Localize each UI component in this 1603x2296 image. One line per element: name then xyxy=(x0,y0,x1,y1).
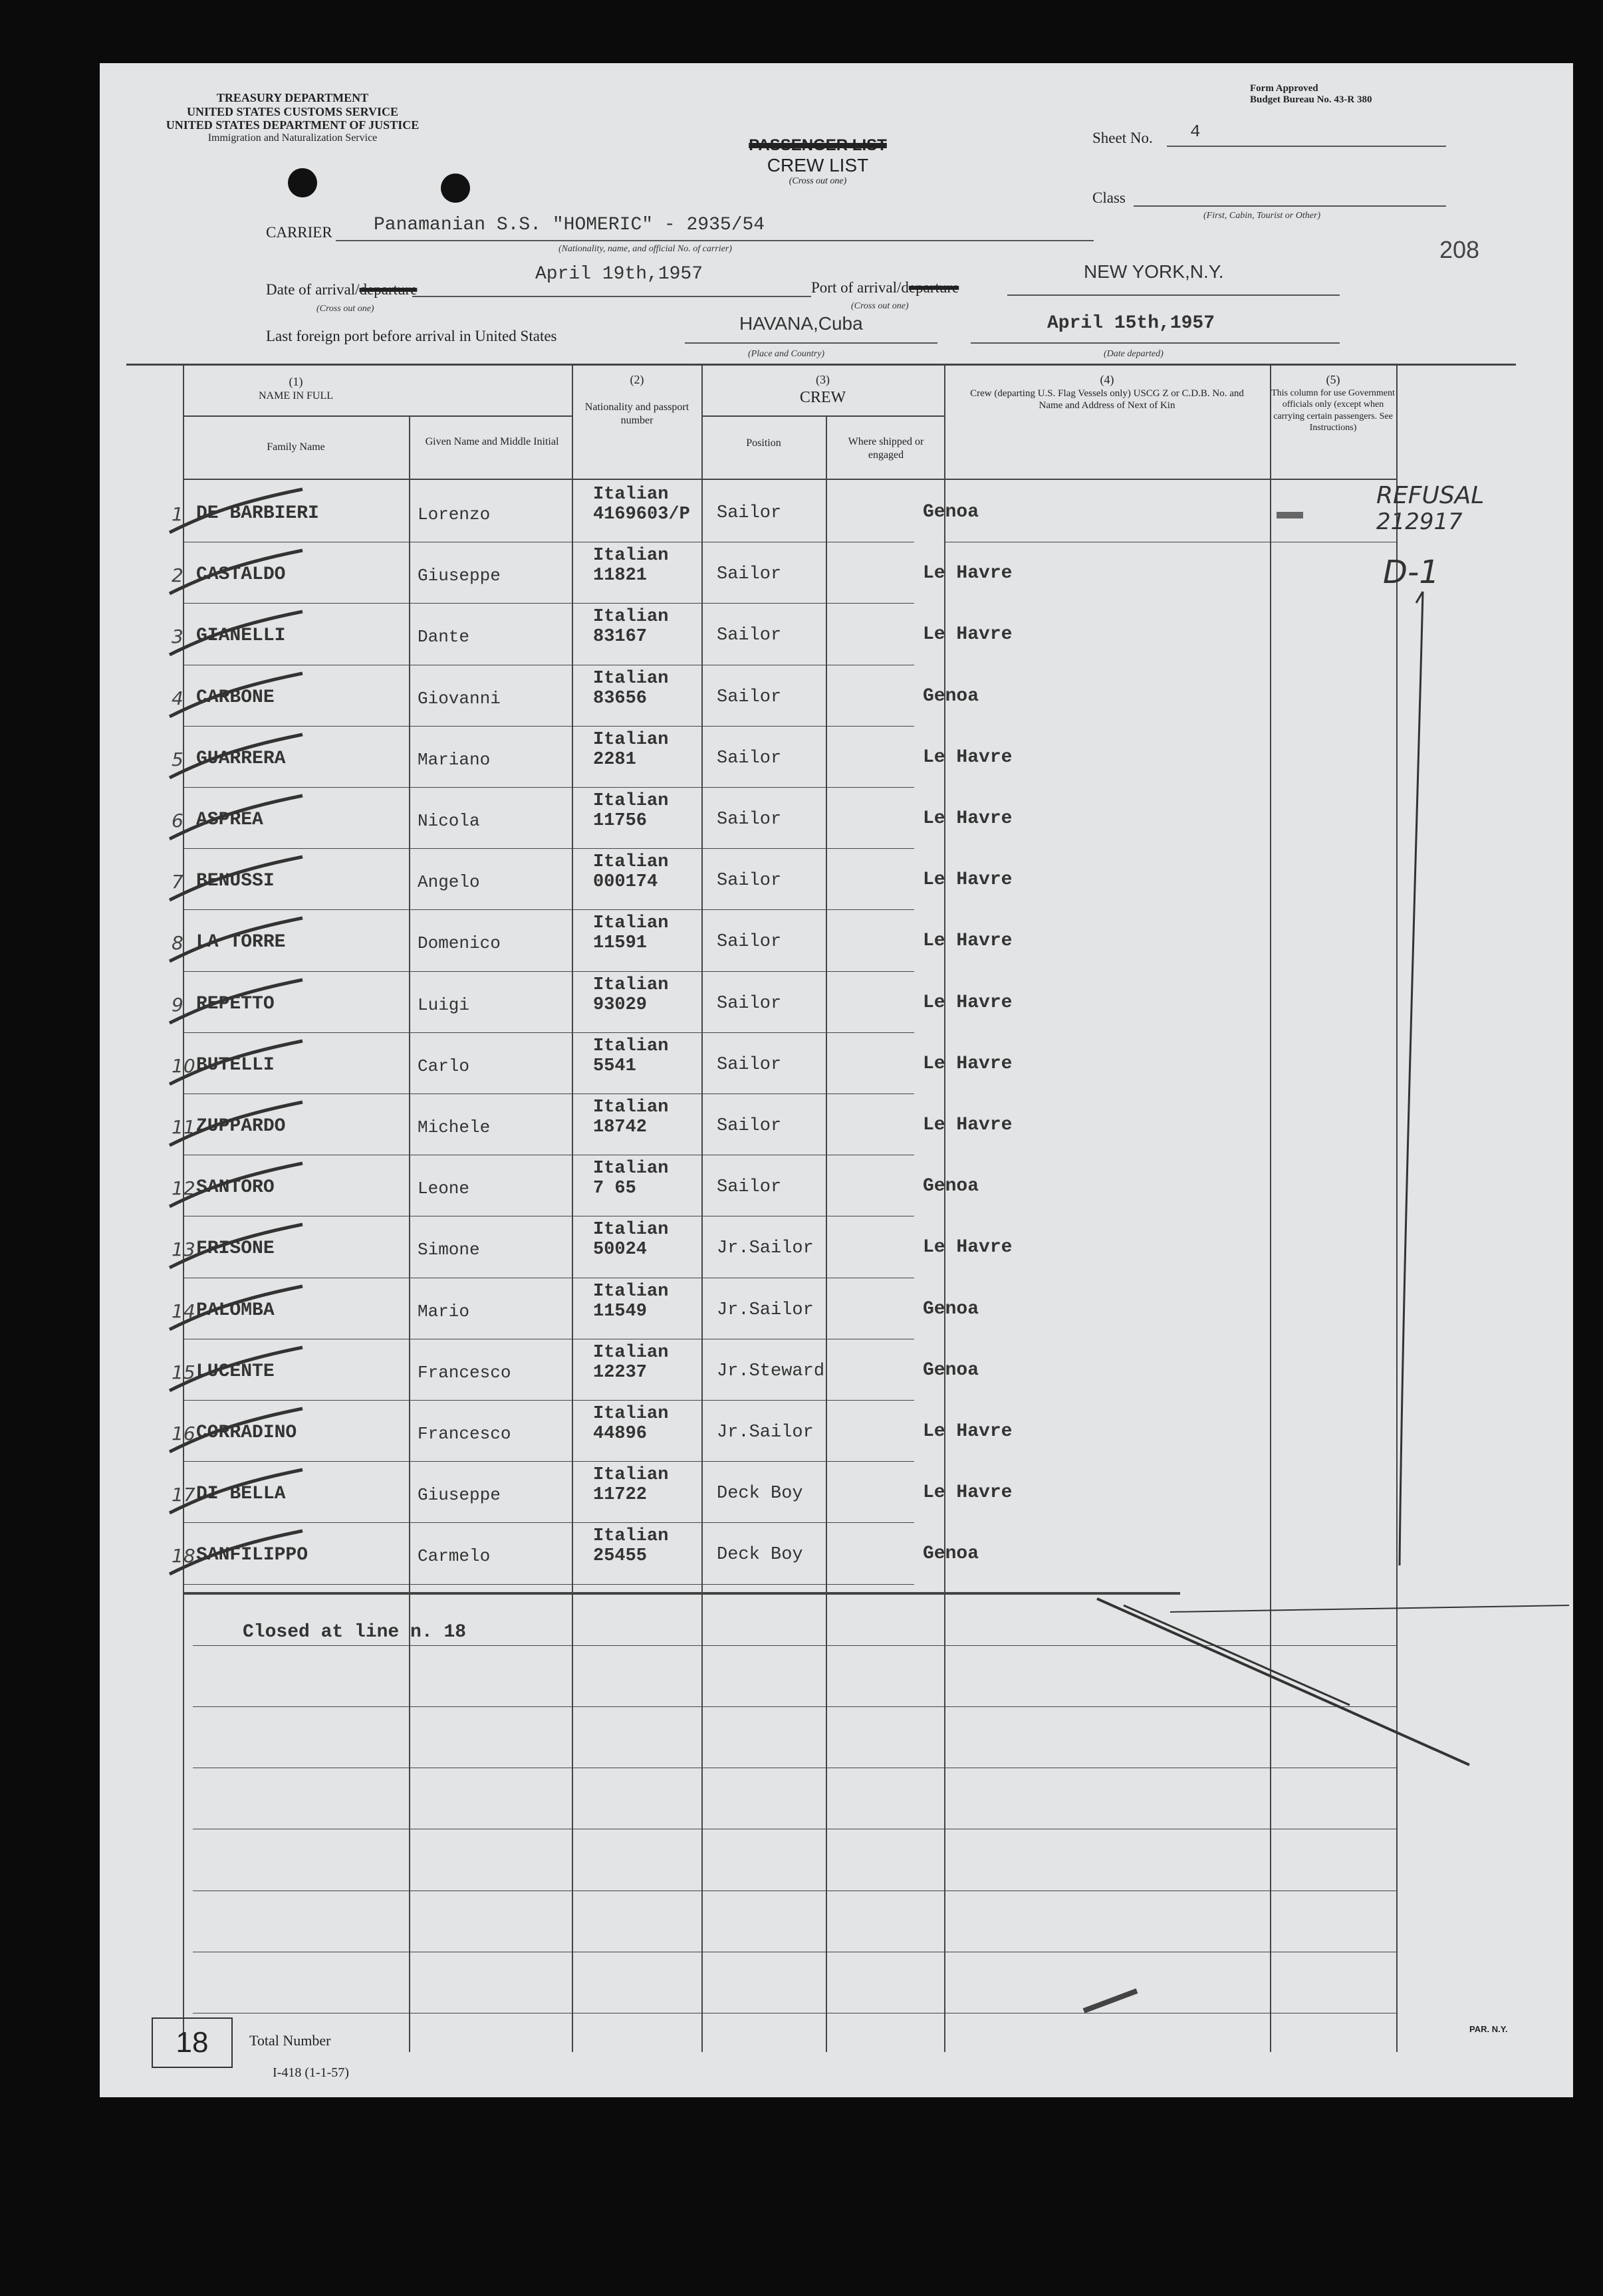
carrier-note: (Nationality, name, and official No. of carrier) xyxy=(558,244,732,254)
position: Jr.Sailor xyxy=(717,1423,814,1442)
arrival-date-struck: departure xyxy=(359,281,418,298)
family-name: GIANELLI xyxy=(196,626,286,647)
row-rule xyxy=(183,603,914,604)
row-rule xyxy=(193,1706,1396,1707)
row-rule xyxy=(183,971,914,972)
sheet-underline xyxy=(1167,146,1446,147)
col4-title: Crew (departing U.S. Flag Vessels only) USCG Z or C.D.B. No. and Name and Address of Next of Kin xyxy=(970,388,1244,411)
position: Deck Boy xyxy=(717,1545,803,1565)
crew-row xyxy=(100,1400,1573,1461)
row-number: 2 xyxy=(172,564,184,587)
nationality: Italian xyxy=(593,852,669,873)
position: Sailor xyxy=(717,748,782,768)
approval-line-1: Form Approved xyxy=(1250,83,1318,94)
row-number: 5 xyxy=(172,748,184,770)
date-departed-value: April 15th,1957 xyxy=(1047,313,1215,334)
nationality: Italian xyxy=(593,1281,669,1302)
date-departed-note: (Date departed) xyxy=(1104,349,1164,359)
given-name: Lorenzo xyxy=(418,505,491,524)
row-number: 10 xyxy=(172,1054,195,1077)
position: Sailor xyxy=(717,871,782,891)
position: Sailor xyxy=(717,626,782,646)
row-number: 13 xyxy=(172,1238,195,1261)
passport-number: 18742 xyxy=(593,1117,648,1137)
crew-row xyxy=(100,542,1573,603)
col4-header xyxy=(957,372,1257,412)
row-number: 6 xyxy=(172,810,184,832)
given-name: Simone xyxy=(418,1240,480,1260)
agency-line-2: UNITED STATES CUSTOMS SERVICE xyxy=(187,104,398,118)
given-name: Michele xyxy=(418,1117,491,1137)
row-rule xyxy=(183,1093,914,1094)
given-name: Dante xyxy=(418,627,470,647)
class-label: Class xyxy=(1092,189,1126,206)
given-name: Carlo xyxy=(418,1056,470,1076)
position: Sailor xyxy=(717,932,782,953)
passport-number: 000174 xyxy=(593,872,658,893)
total-number-box: 18 xyxy=(152,2017,233,2068)
check-mark-icon xyxy=(163,1221,336,1281)
nationality: Italian xyxy=(593,1404,669,1424)
check-mark-icon xyxy=(163,1099,336,1159)
family-name: SANTORO xyxy=(196,1177,275,1199)
nationality: Italian xyxy=(593,485,669,505)
family-name: LUCENTE xyxy=(196,1361,275,1382)
passport-number: 5541 xyxy=(593,1056,636,1076)
arrival-port-text: Port of arrival/d xyxy=(811,279,909,296)
title-note: (Cross out one) xyxy=(789,175,847,186)
check-mark-icon xyxy=(163,486,336,546)
row-number: 7 xyxy=(172,871,184,893)
last-port-underline xyxy=(685,342,937,344)
nationality: Italian xyxy=(593,791,669,811)
arrival-port-underline xyxy=(1007,294,1340,296)
class-note: (First, Cabin, Tourist or Other) xyxy=(1203,211,1321,221)
row-number: 9 xyxy=(172,993,184,1016)
row-rule xyxy=(183,787,914,788)
crew-row xyxy=(100,848,1573,909)
family-name: ZUPPARDO xyxy=(196,1116,286,1137)
nationality: Italian xyxy=(593,546,669,566)
where-shipped: Le Havre xyxy=(923,808,1013,829)
where-shipped: Genoa xyxy=(923,685,979,707)
position: Sailor xyxy=(717,993,782,1014)
arrival-date-note: (Cross out one) xyxy=(316,304,374,314)
crew-list-form xyxy=(100,63,1573,2097)
family-name: FRISONE xyxy=(196,1238,275,1260)
where-shipped: Le Havre xyxy=(923,992,1013,1013)
row-number: 4 xyxy=(172,687,184,709)
arrival-port-note: (Cross out one) xyxy=(851,301,909,311)
crew-row xyxy=(100,1522,1573,1583)
passport-number: 44896 xyxy=(593,1424,648,1444)
crew-row xyxy=(100,481,1573,542)
title-crew: CREW LIST xyxy=(767,154,869,175)
agency-line-1: TREASURY DEPARTMENT xyxy=(216,91,369,104)
check-mark-icon xyxy=(163,1344,336,1404)
passport-number: 83656 xyxy=(593,688,648,709)
given-name: Luigi xyxy=(418,994,470,1015)
col2-title: Nationality and passport number xyxy=(584,401,689,426)
row-rule xyxy=(183,1461,914,1462)
col3-num: (3) xyxy=(816,373,830,386)
check-mark-icon xyxy=(163,1466,336,1526)
row-number: 11 xyxy=(172,1116,195,1138)
given-name: Angelo xyxy=(418,872,480,893)
col3-title: CREW xyxy=(799,388,846,406)
crew-row xyxy=(100,1339,1573,1400)
where-shipped: Le Havre xyxy=(923,1482,1013,1504)
shipped-header: Where shipped or engaged xyxy=(848,436,924,461)
passport-number: 11756 xyxy=(593,811,648,831)
row-number: 16 xyxy=(172,1423,195,1444)
arrival-port-struck: eparture xyxy=(908,279,959,296)
crew-row xyxy=(100,665,1573,726)
nationality: Italian xyxy=(593,1342,669,1363)
given-name: Giuseppe xyxy=(418,566,501,586)
nationality: Italian xyxy=(593,913,669,934)
family-name: ASPREA xyxy=(196,810,263,830)
agency-header xyxy=(133,91,452,144)
row-rule xyxy=(183,726,914,727)
where-shipped: Le Havre xyxy=(923,1053,1013,1074)
row-rule xyxy=(183,848,914,849)
agency-line-3: UNITED STATES DEPARTMENT OF JUSTICE xyxy=(166,118,420,132)
col5-title: This column for use Government officials only (except when carrying certain passengers. See Instructions) xyxy=(1271,388,1395,433)
header-bottom-rule xyxy=(183,479,1396,480)
crew-row xyxy=(100,1461,1573,1522)
given-name: Giovanni xyxy=(418,688,501,709)
position: Sailor xyxy=(717,687,782,707)
crew-row xyxy=(100,909,1573,971)
passport-number: 11549 xyxy=(593,1301,648,1321)
nationality: Italian xyxy=(593,975,669,995)
row-number: 12 xyxy=(172,1177,195,1200)
check-mark-icon xyxy=(163,1283,336,1343)
check-mark-icon xyxy=(163,1528,336,1587)
passport-number: 4169603/P xyxy=(593,505,690,524)
total-label: Total Number xyxy=(249,2032,331,2049)
passport-number: 11722 xyxy=(593,1485,648,1506)
check-mark-icon xyxy=(163,1405,336,1465)
position: Sailor xyxy=(717,1116,782,1136)
position-header: Position xyxy=(746,437,781,449)
sheet-label: Sheet No. xyxy=(1092,130,1153,146)
arrival-date-text: Date of arrival/ xyxy=(266,281,360,298)
arrival-date-underline xyxy=(412,296,811,297)
where-shipped: Le Havre xyxy=(923,624,1013,645)
where-shipped: Genoa xyxy=(923,1544,979,1565)
where-shipped: Genoa xyxy=(923,1176,979,1197)
title-passenger: PASSENGER LIST xyxy=(749,136,887,154)
carrier-value: Panamanian S.S. "HOMERIC" - 2935/54 xyxy=(374,215,765,235)
crew-subhead-rule xyxy=(701,415,944,417)
nationality: Italian xyxy=(593,1159,669,1179)
where-shipped: Le Havre xyxy=(923,746,1013,768)
where-shipped: Genoa xyxy=(923,1298,979,1320)
check-mark-icon xyxy=(163,670,336,730)
family-given-rule xyxy=(183,415,572,417)
table-top-rule xyxy=(126,364,1516,366)
row-rule xyxy=(183,909,914,910)
carrier-label: CARRIER xyxy=(266,224,332,241)
position: Sailor xyxy=(717,503,782,523)
family-name: SANFILIPPO xyxy=(196,1545,308,1566)
passport-number: 12237 xyxy=(593,1362,648,1383)
arrival-date-label xyxy=(266,281,417,298)
position: Jr.Steward xyxy=(717,1361,825,1381)
position: Sailor xyxy=(717,1054,782,1075)
col5-header xyxy=(1271,372,1395,434)
given-name: Nicola xyxy=(418,811,480,831)
nationality: Italian xyxy=(593,607,669,628)
col1-num: (1) xyxy=(289,375,303,388)
position: Deck Boy xyxy=(717,1484,803,1504)
passport-number: 93029 xyxy=(593,994,648,1015)
where-shipped: Le Havre xyxy=(923,869,1013,891)
crew-row xyxy=(100,726,1573,787)
family-name: BUTELLI xyxy=(196,1054,275,1076)
given-name: Leone xyxy=(418,1179,470,1199)
position: Sailor xyxy=(717,1177,782,1198)
refusal-annotation: REFUSAL xyxy=(1376,482,1485,509)
family-name: GUARRERA xyxy=(196,748,286,769)
position: Jr.Sailor xyxy=(717,1238,814,1259)
family-name: REPETTO xyxy=(196,993,275,1014)
col2-num: (2) xyxy=(630,373,644,386)
last-port-note: (Place and Country) xyxy=(748,349,825,359)
row-number: 3 xyxy=(172,626,184,648)
agency-line-4: Immigration and Naturalization Service xyxy=(207,132,378,144)
sheet-value: 4 xyxy=(1190,122,1201,142)
arrival-port-value: NEW YORK,N.Y. xyxy=(1084,261,1224,282)
printer-mark: PAR. N.Y. xyxy=(1469,2024,1508,2034)
refusal-number: 212917 xyxy=(1376,509,1463,535)
arrival-port-label xyxy=(811,279,959,296)
family-name: DI BELLA xyxy=(196,1484,286,1505)
given-name-header: Given Name and Middle Initial xyxy=(425,436,559,447)
where-shipped: Le Havre xyxy=(923,1237,1013,1258)
nationality: Italian xyxy=(593,1526,669,1547)
col1-header xyxy=(183,374,409,403)
row-number: 8 xyxy=(172,932,184,955)
given-name: Giuseppe xyxy=(418,1485,501,1506)
passport-number: 11821 xyxy=(593,566,648,586)
punch-hole-left xyxy=(288,168,317,197)
row-rule xyxy=(183,1400,914,1401)
where-shipped: Genoa xyxy=(923,502,979,522)
crew-row xyxy=(100,1216,1573,1277)
family-name: DE BARBIERI xyxy=(196,503,319,524)
where-shipped: Le Havre xyxy=(923,931,1013,952)
crew-row xyxy=(100,1278,1573,1339)
given-name: Mariano xyxy=(418,749,491,770)
crew-row xyxy=(100,971,1573,1032)
list-title xyxy=(698,136,937,187)
col3-header xyxy=(701,372,944,407)
passport-number: 50024 xyxy=(593,1240,648,1260)
punch-hole-right xyxy=(441,173,470,203)
crew-row xyxy=(100,603,1573,664)
row-rule xyxy=(193,1645,1396,1646)
given-name: Domenico xyxy=(418,933,501,954)
nationality: Italian xyxy=(593,729,669,750)
row-number: 1 xyxy=(172,503,184,525)
nationality: Italian xyxy=(593,1097,669,1117)
crew-row xyxy=(100,1093,1573,1155)
passport-number: 11591 xyxy=(593,933,648,954)
where-shipped: Le Havre xyxy=(923,1421,1013,1442)
nationality: Italian xyxy=(593,1465,669,1486)
family-name: BENUSSI xyxy=(196,871,275,892)
given-name: Mario xyxy=(418,1301,470,1321)
nationality: Italian xyxy=(593,1036,669,1056)
row-number: 18 xyxy=(172,1545,195,1567)
given-name: Carmelo xyxy=(418,1546,491,1567)
arrival-date-value: April 19th,1957 xyxy=(535,264,703,285)
row-number: 14 xyxy=(172,1300,195,1322)
last-port-value: HAVANA,Cuba xyxy=(739,313,863,334)
family-name: CARBONE xyxy=(196,687,275,708)
col2-header xyxy=(577,372,697,427)
carrier-underline xyxy=(336,240,1094,241)
given-name: Francesco xyxy=(418,1424,511,1444)
page-number: 208 xyxy=(1439,236,1480,263)
crew-row xyxy=(100,1155,1573,1216)
row-rule xyxy=(183,1522,914,1523)
family-name: PALOMBA xyxy=(196,1300,275,1321)
form-number: I-418 (1-1-57) xyxy=(273,2065,349,2080)
passport-number: 7 65 xyxy=(593,1179,636,1199)
form-approval xyxy=(1250,83,1449,106)
row-number: 15 xyxy=(172,1361,195,1383)
family-name-header: Family Name xyxy=(267,441,325,453)
check-mark-icon xyxy=(163,854,336,913)
family-name: CASTALDO xyxy=(196,564,286,586)
closed-note: Closed at line n. 18 xyxy=(243,1622,467,1643)
last-port-label: Last foreign port before arrival in United States xyxy=(266,328,557,344)
crew-row xyxy=(100,787,1573,848)
family-name: LA TORRE xyxy=(196,932,286,953)
class-underline xyxy=(1134,205,1446,207)
row-rule xyxy=(183,1584,914,1585)
where-shipped: Le Havre xyxy=(923,1115,1013,1135)
row-rule xyxy=(183,1032,914,1033)
row-number: 17 xyxy=(172,1484,195,1506)
position: Sailor xyxy=(717,810,782,830)
date-departed-underline xyxy=(971,342,1340,344)
position: Jr.Sailor xyxy=(717,1300,814,1320)
approval-line-2: Budget Bureau No. 43-R 380 xyxy=(1250,94,1372,106)
col4-num: (4) xyxy=(1100,373,1114,386)
family-name: CORRADINO xyxy=(196,1423,297,1443)
check-mark-icon xyxy=(163,731,336,791)
passport-number: 2281 xyxy=(593,749,636,770)
check-mark-icon xyxy=(163,547,336,607)
check-mark-icon xyxy=(163,1160,336,1220)
closing-rule xyxy=(183,1592,1180,1595)
where-shipped: Genoa xyxy=(923,1359,979,1381)
code-annotation: D-1 xyxy=(1383,554,1439,591)
nationality: Italian xyxy=(593,1220,669,1240)
crew-row xyxy=(100,1032,1573,1093)
col5-num: (5) xyxy=(1326,373,1340,386)
given-name: Francesco xyxy=(418,1362,511,1383)
check-mark-icon xyxy=(163,608,336,668)
passport-number: 83167 xyxy=(593,627,648,647)
check-mark-icon xyxy=(163,1038,336,1097)
check-mark-icon xyxy=(163,976,336,1036)
nationality: Italian xyxy=(593,668,669,689)
check-mark-icon xyxy=(163,792,336,852)
position: Sailor xyxy=(717,564,782,585)
where-shipped: Le Havre xyxy=(923,563,1013,584)
col1-title: NAME IN FULL xyxy=(259,390,333,402)
check-mark-icon xyxy=(163,915,336,975)
passport-number: 25455 xyxy=(593,1546,648,1567)
